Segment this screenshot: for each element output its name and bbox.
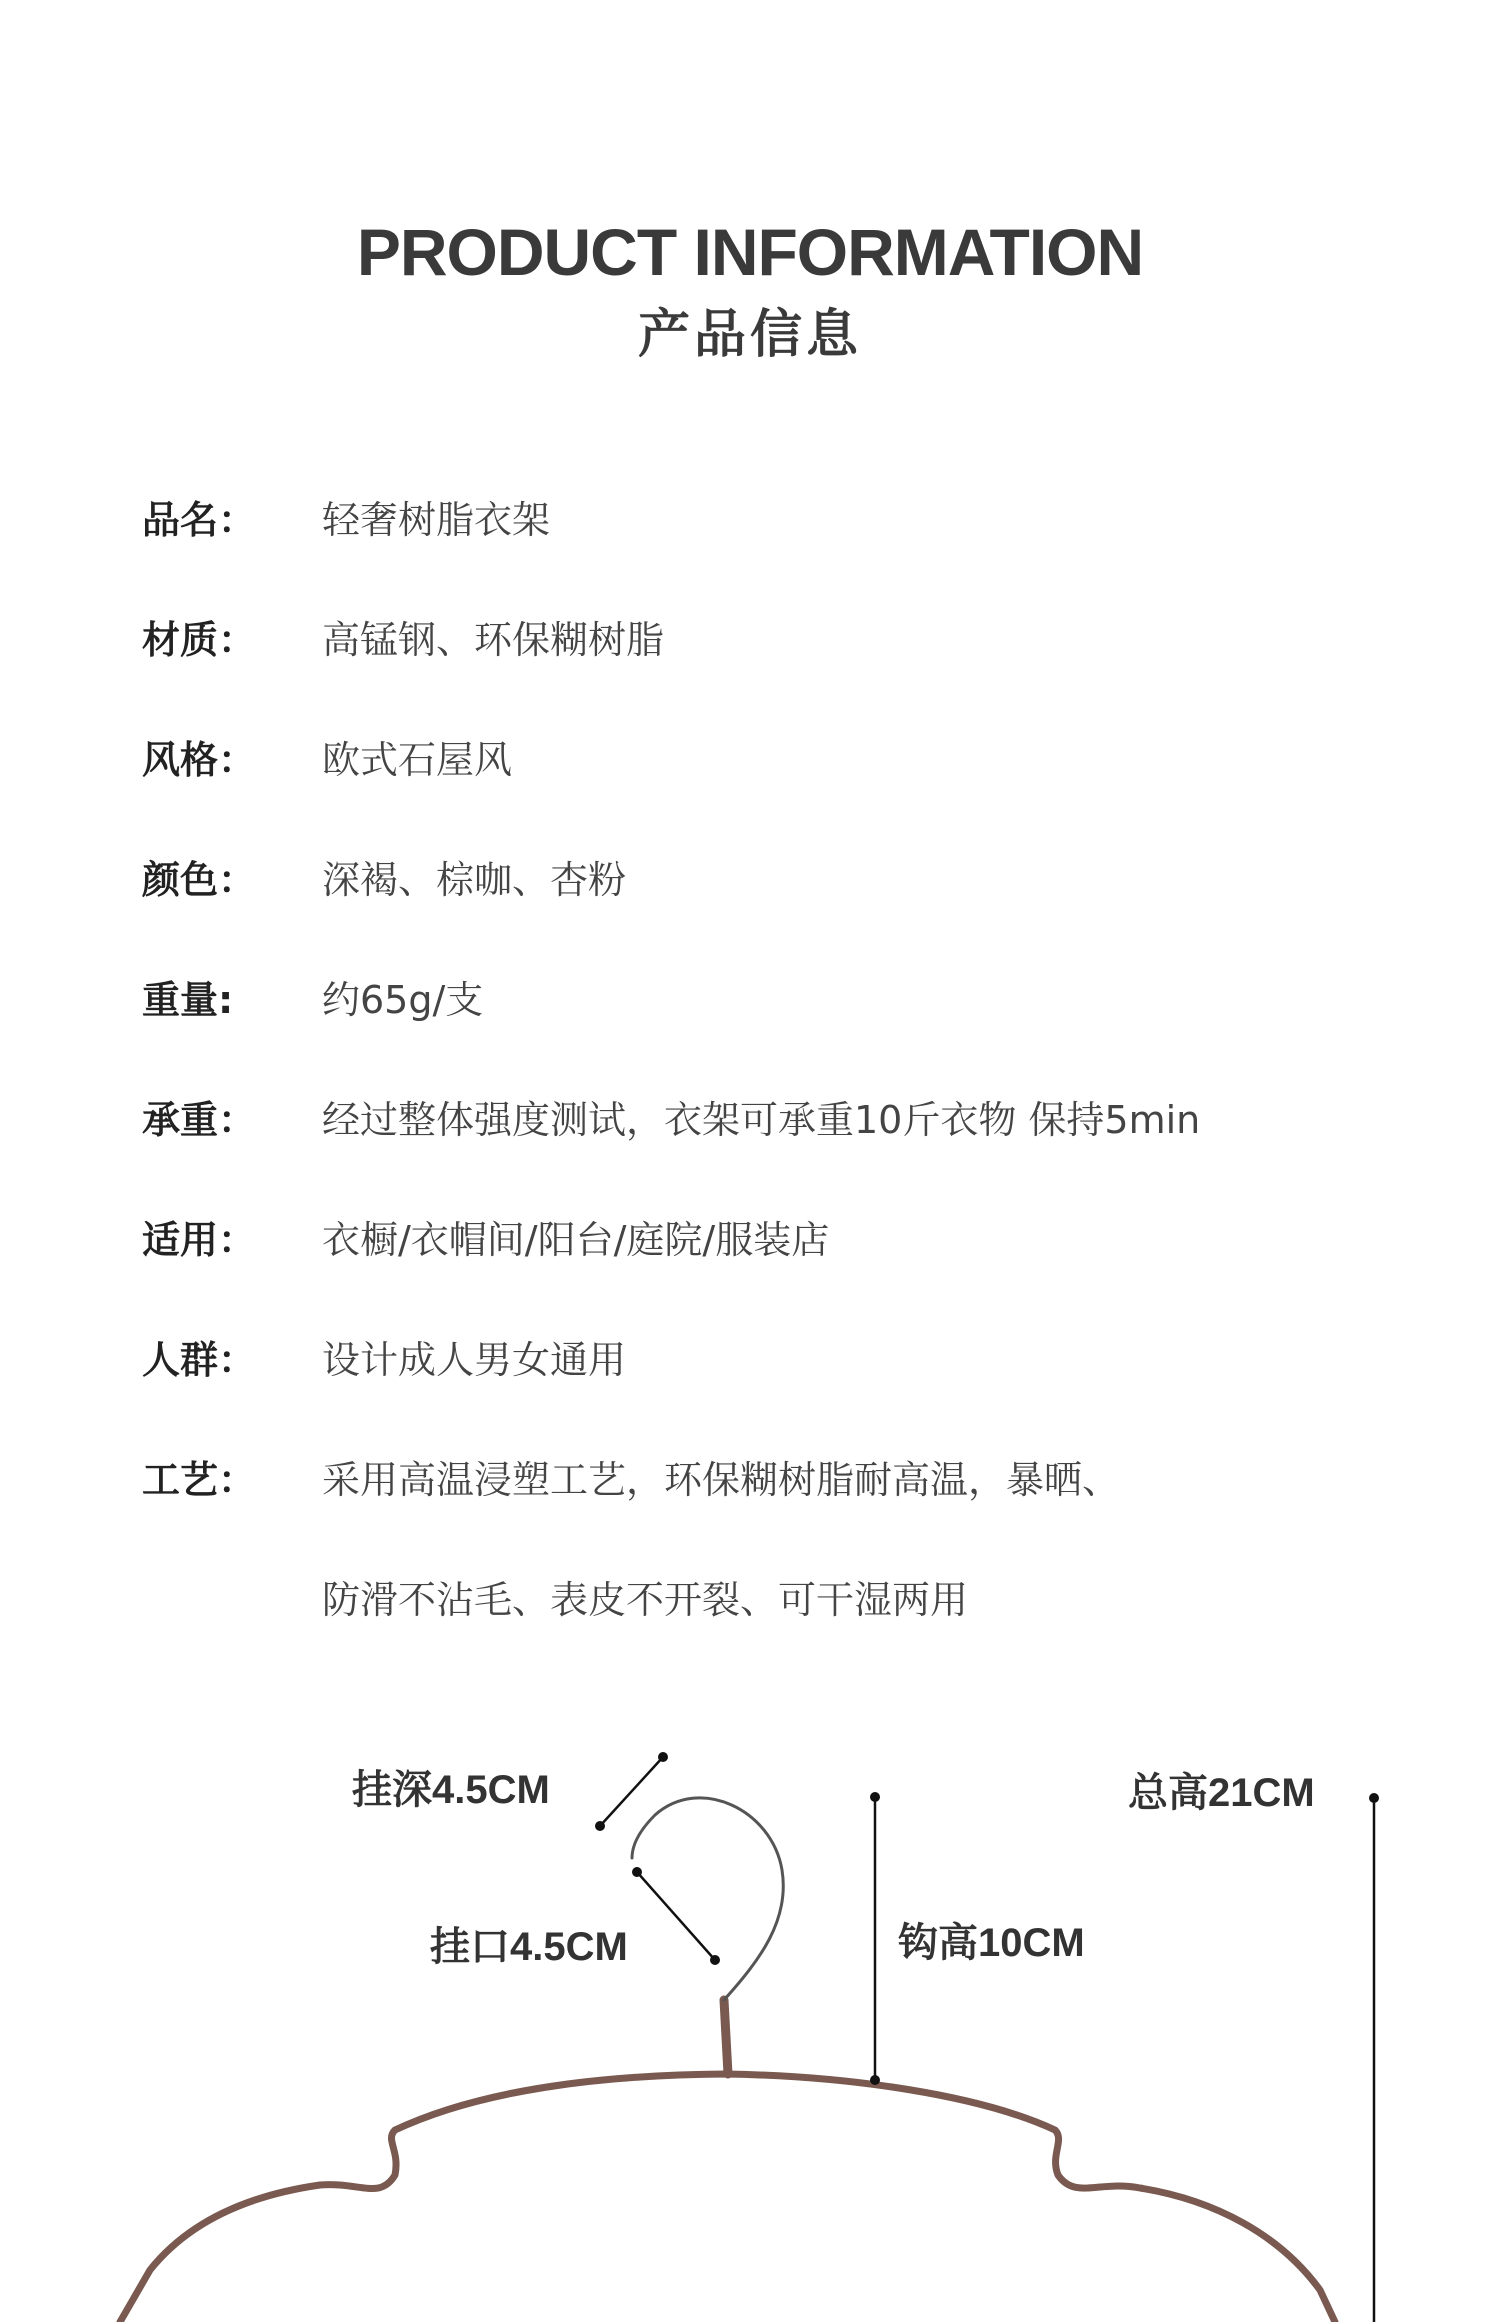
spec-label: 颜色： [142,858,257,902]
hanger-hook-neck [724,2000,728,2074]
spec-label: 工艺： [142,1458,257,1502]
title-english: PRODUCT INFORMATION [356,215,1144,289]
hook-opening-label: 挂口4.5CM [430,1925,628,1969]
spec-value: 欧式石屋风 [322,738,513,782]
hook-opening-line [637,1872,715,1960]
hook-height-dot-bottom [870,2075,880,2085]
hanger-hook [632,1798,783,2000]
total-height-label: 总高21CM [1128,1771,1315,1815]
spec-value: 轻奢树脂衣架 [322,498,551,542]
spec-label: 品名： [142,498,257,542]
spec-value: 经过整体强度测试，衣架可承重10斤衣物 保持5min [322,1098,1201,1142]
hanger-body [120,2074,1335,2322]
spec-label: 承重： [142,1098,257,1142]
spec-label: 重量: [142,978,234,1022]
title-chinese: 产品信息 [637,305,862,365]
spec-label: 人群： [142,1338,257,1382]
spec-label: 材质： [142,618,257,662]
total-height-dot-top [1369,1793,1379,1803]
spec-value: 高锰钢、环保糊树脂 [322,618,665,662]
spec-value: 衣橱/衣帽间/阳台/庭院/服装店 [322,1218,830,1262]
hook-opening-dot-top [632,1867,642,1877]
hook-depth-dot-bottom [595,1821,605,1831]
hook-height-dot-top [870,1792,880,1802]
hook-depth-label: 挂深4.5CM [352,1768,550,1812]
spec-label: 风格： [142,738,257,782]
hook-opening-dot-bottom [710,1955,720,1965]
spec-label: 适用： [142,1218,257,1262]
hook-depth-dot-top [658,1752,668,1762]
spec-value-continued: 防滑不沾毛、表皮不开裂、可干湿两用 [322,1578,969,1622]
spec-value: 深褐、棕咖、杏粉 [322,858,627,902]
hook-height-label: 钩高10CM [898,1921,1085,1965]
spec-value: 设计成人男女通用 [322,1338,627,1382]
spec-value: 采用高温浸塑工艺，环保糊树脂耐高温，暴晒、 [322,1458,1121,1502]
spec-value: 约65g/支 [322,978,484,1022]
